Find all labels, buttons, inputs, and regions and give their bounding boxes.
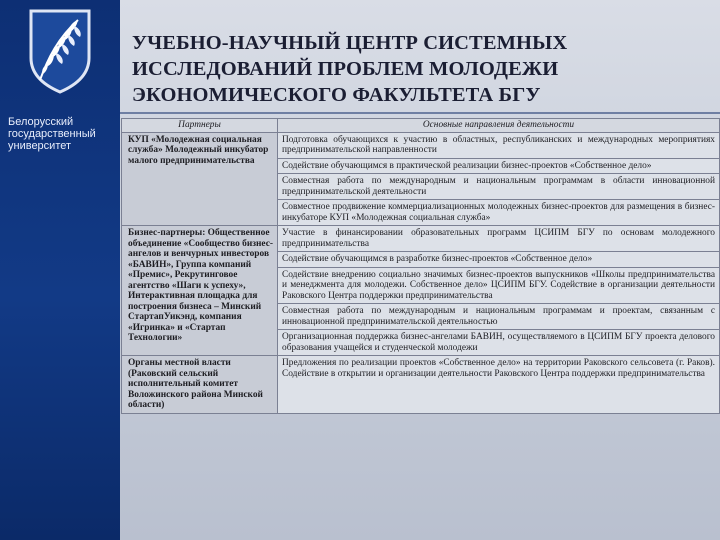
partner-cell: Органы местной власти (Раковский сельский исполнительный комитет Воложинского района Минской области)	[122, 356, 278, 414]
direction-cell: Содействие внедрению социально значимых бизнес-проектов выпускников «Школы предпринимательства и менеджмента для молодежи. Собственное дело» ЦСИПМ БГУ. Содействие в организации деятельности Раковского Центра поддержки предпринимательства	[278, 267, 720, 304]
sidebar	[0, 0, 120, 540]
title-divider	[120, 112, 720, 114]
page-title-line: ЭКОНОМИЧЕСКОГО ФАКУЛЬТЕТА БГУ	[132, 84, 541, 106]
table-header-row	[122, 119, 720, 133]
page-title-line: ИССЛЕДОВАНИЙ ПРОБЛЕМ МОЛОДЕЖИ	[132, 58, 559, 80]
direction-cell: Совместное продвижение коммерциализационных молодежных бизнес-проектов для размещения в бизнес-инкубаторе КУП «Молодежная социальная служба»	[278, 200, 720, 226]
direction-cell: Подготовка обучающихся к участию в областных, республиканских и международных мероприятиях предпринимательской направленности	[278, 132, 720, 158]
column-header-partners: Партнеры	[122, 119, 278, 133]
partner-cell: КУП «Молодежная социальная служба» Молодежный инкубатор малого предпринимательства	[122, 132, 278, 226]
table-row	[122, 132, 720, 158]
direction-cell: Содействие обучающимся в разработке бизнес-проектов «Собственное дело»	[278, 252, 720, 268]
direction-cell: Участие в финансировании образовательных программ ЦСИПМ БГУ по основам молодежного предпринимательства	[278, 226, 720, 252]
table-row	[122, 356, 720, 414]
direction-cell: Организационная поддержка бизнес-ангелами БАВИН, осуществляемого в ЦСИПМ БГУ проекта делового образования учащейся и студенческой молодежи	[278, 330, 720, 356]
university-name-line: государственный	[8, 128, 96, 140]
direction-cell: Совместная работа по международным и национальным программам в области инновационной предпринимательской деятельности	[278, 174, 720, 200]
direction-cell: Совместная работа по международным и национальным программам и проектам, связанным с инновационной предпринимательской деятельностью	[278, 304, 720, 330]
page-title	[132, 30, 712, 108]
direction-cell: Содействие обучающимся в практической реализации бизнес-проектов «Собственное дело»	[278, 158, 720, 174]
university-name-line: Белорусский	[8, 116, 74, 128]
university-name-line: университет	[8, 140, 72, 152]
partner-cell: Бизнес-партнеры: Общественное объединение «Сообщество бизнес-ангелов и венчурных инвесторов «БАВИН», Группа компаний «Премис», Рекрутинговое агентство «Шаги к успеху», Интерактивная площадка для построения бизнеса – Минский СтартапУикэнд, компания «Игринка» и «Стартап Технологии»	[122, 226, 278, 356]
page-title-line: УЧЕБНО-НАУЧНЫЙ ЦЕНТР СИСТЕМНЫХ	[132, 32, 568, 54]
university-emblem-icon	[28, 8, 92, 94]
university-name	[8, 116, 116, 152]
direction-cell: Предложения по реализации проектов «Собственное дело» на территории Раковского сельсовета (г. Раков). Содействие в открытии и организации деятельности Раковского Центра поддержки предпринимательства	[278, 356, 720, 414]
partners-table	[121, 118, 720, 414]
column-header-directions: Основные направления деятельности	[278, 119, 720, 133]
table-row	[122, 226, 720, 252]
